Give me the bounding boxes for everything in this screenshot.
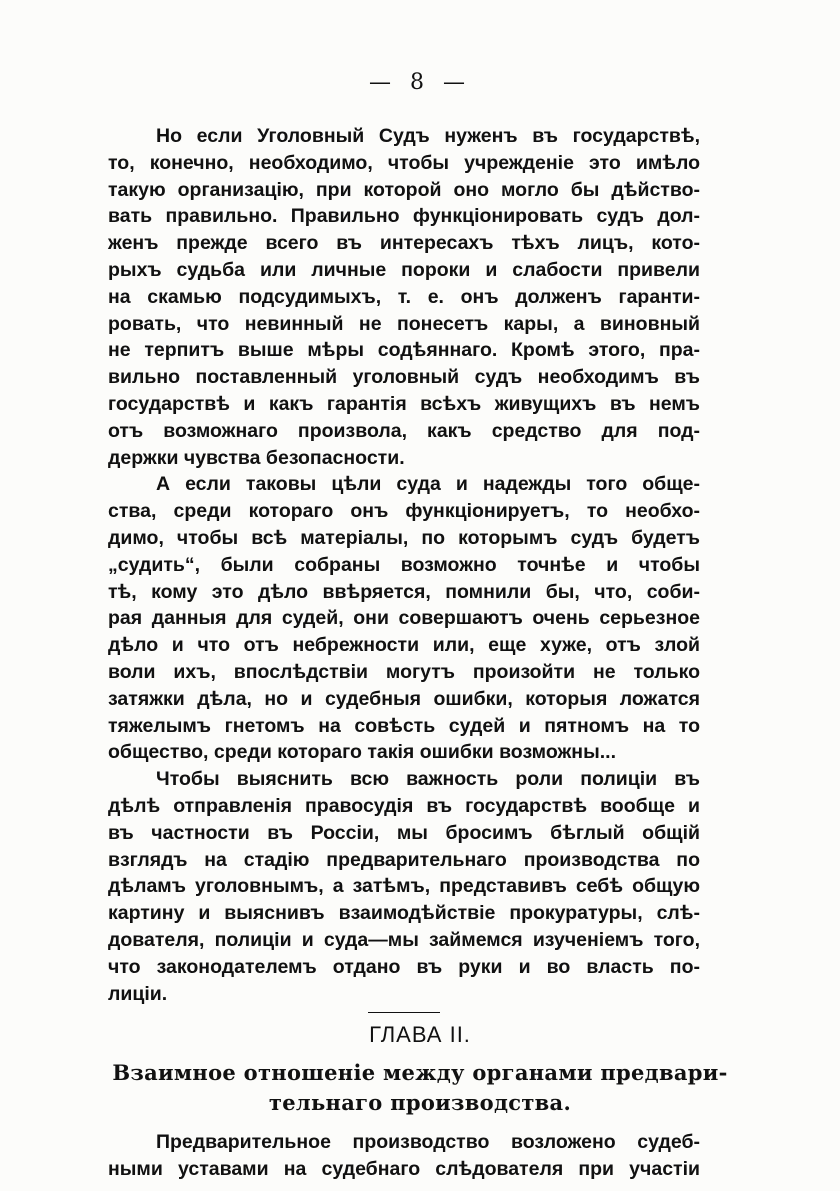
- chapter-subtitle-line: Взаимное отношеніе между органами предвари-: [112, 1060, 728, 1085]
- text-line: ровать, что невинный не понесетъ кары, а виновный: [108, 313, 700, 335]
- text-line: дѣло и что отъ небрежности или, еще хуже, отъ злой: [108, 634, 700, 656]
- text-line: на скамью подсудимыхъ, т. е. онъ долженъ гаранти-: [108, 286, 700, 308]
- text-line: димо, чтобы всѣ матеріалы, по которымъ судъ будетъ: [108, 527, 700, 549]
- text-line: то, конечно, необходимо, чтобы учрежденіе это имѣло: [108, 152, 700, 174]
- text-line: Предварительное производство возложено судеб-: [156, 1131, 700, 1153]
- text-line: дователя, полиціи и суда—мы займемся изученіемъ того,: [108, 929, 700, 951]
- text-line: затяжки дѣла, но и судебныя ошибки, которыя ложатся: [108, 688, 700, 710]
- section-divider: [368, 1012, 440, 1013]
- text-line: общество, среди котораго такія ошибки возможны...: [108, 741, 616, 763]
- text-line: воли ихъ, впослѣдствіи могутъ произойти не только: [108, 661, 700, 683]
- text-line: не терпитъ выше мѣры содѣяннаго. Кромѣ этого, пра-: [108, 339, 700, 361]
- text-line: отъ возможнаго произвола, какъ средство для под-: [108, 420, 700, 442]
- page-number: — 8 —: [369, 70, 471, 95]
- text-line: „судить“, были собраны возможно точнѣе и чтобы: [108, 554, 700, 576]
- text-line: въ частности въ Россіи, мы бросимъ бѣглый общій: [108, 822, 700, 844]
- text-line: что законодателемъ отдано въ руки и во власть по-: [108, 956, 700, 978]
- text-line: тѣ, кому это дѣло ввѣряется, помнили бы, что, соби-: [108, 581, 700, 603]
- text-line: ства, среди котораго онъ функціонируетъ, то необхо-: [108, 500, 700, 522]
- chapter-heading: ГЛАВА II.: [369, 1022, 471, 1047]
- text-line: взглядъ на стадію предварительнаго производства по: [108, 849, 700, 871]
- text-line: Но если Уголовный Судъ нуженъ въ государствѣ,: [156, 125, 700, 147]
- text-line: государствѣ и какъ гарантія всѣхъ живущихъ въ немъ: [108, 393, 700, 415]
- text-line: держки чувства безопасности.: [108, 447, 405, 469]
- text-line: А если таковы цѣли суда и надежды того обще-: [156, 473, 700, 495]
- text-line: дѣлѣ отправленія правосудія въ государствѣ вообще и: [108, 795, 700, 817]
- text-line: дѣламъ уголовнымъ, а затѣмъ, представивъ себѣ общую: [108, 875, 700, 897]
- chapter-subtitle-line: тельнаго производства.: [268, 1090, 572, 1115]
- text-line: картину и выяснивъ взаимодѣйствіе прокуратуры, слѣ-: [108, 902, 700, 924]
- text-line: ными уставами на судебнаго слѣдователя при участіи: [108, 1158, 700, 1180]
- text-line: Чтобы выяснить всю важность роли полиціи въ: [156, 768, 700, 790]
- text-line: такую организацію, при которой оно могло бы дѣйство-: [108, 179, 700, 201]
- text-line: рая данныя для судей, они совершаютъ очень серьезное: [108, 607, 700, 629]
- text-line: рыхъ судьба или личные пороки и слабости привели: [108, 259, 700, 281]
- text-line: вать правильно. Правильно функціонировать судъ дол-: [108, 205, 700, 227]
- text-line: тяжелымъ гнетомъ на совѣсть судей и пятномъ на то: [108, 715, 700, 737]
- text-line: женъ прежде всего въ интересахъ тѣхъ лицъ, кото-: [108, 232, 700, 254]
- text-line: вильно поставленный уголовный судъ необходимъ въ: [108, 366, 700, 388]
- text-line: лиціи.: [108, 983, 168, 1005]
